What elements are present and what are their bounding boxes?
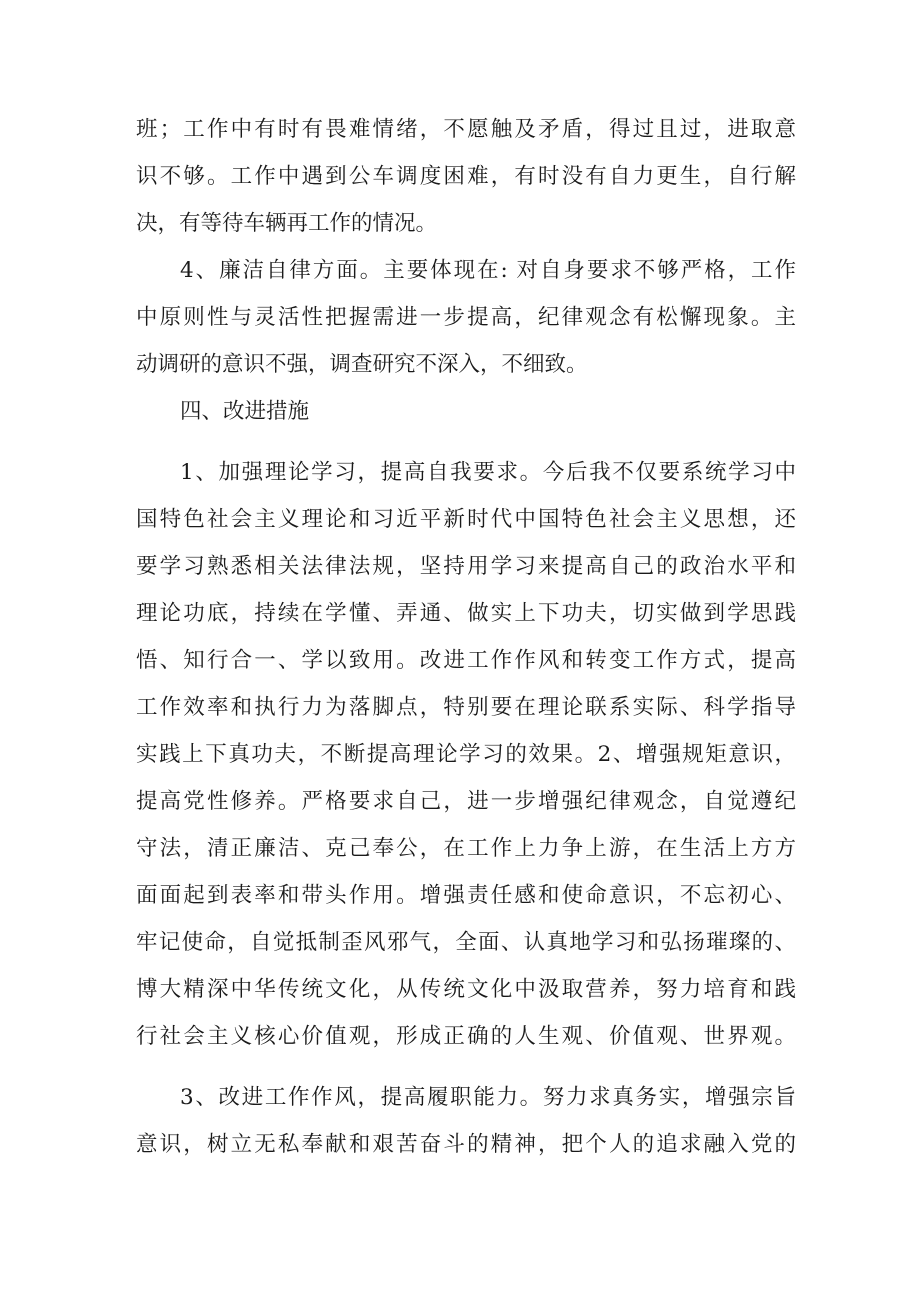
text-line: 意识，树立无私奉献和艰苦奋斗的精神，把个人的追求融入党的: [136, 1132, 796, 1157]
text-line: 实践上下真功夫，不断提高理论学习的效果。2、增强规矩意识，: [136, 742, 796, 767]
text-line: 博大精深中华传统文化，从传统文化中汲取营养，努力培育和践: [136, 977, 796, 1002]
text-line: 守法，清正廉洁、克己奉公，在工作上力争上游，在生活上方方: [136, 836, 796, 861]
paragraph-start-line: 3、改进工作作风，提高履职能力。努力求真务实，增强宗旨: [180, 1085, 796, 1110]
text-line: 行社会主义核心价值观，形成正确的人生观、价值观、世界观。: [136, 1024, 796, 1049]
text-line: 面面起到表率和带头作用。增强责任感和使命意识，不忘初心、: [136, 883, 796, 908]
text-line: 牢记使命，自觉抵制歪风邪气，全面、认真地学习和弘扬璀璨的、: [136, 930, 796, 955]
text-line: 动调研的意识不强，调查研究不深入，不细致。: [136, 352, 588, 377]
text-line: 要学习熟悉相关法律法规，坚持用学习来提高自己的政治水平和: [136, 554, 796, 579]
section-heading: 四、改进措施: [180, 399, 310, 424]
paragraph-start-line: 4、廉洁自律方面。主要体现在: 对自身要求不够严格，工作: [180, 258, 796, 283]
text-line: 识不够。工作中遇到公车调度困难，有时没有自力更生，自行解: [136, 164, 796, 189]
paragraph-start-line: 1、加强理论学习，提高自我要求。今后我不仅要系统学习中: [180, 460, 796, 485]
text-line: 国特色社会主义理论和习近平新时代中国特色社会主义思想，还: [136, 507, 796, 532]
text-line: 理论功底，持续在学懂、弄通、做实上下功夫，切实做到学思践: [136, 601, 796, 626]
text-line: 决，有等待车辆再工作的情况。: [136, 211, 438, 236]
text-line: 提高党性修养。严格要求自己，进一步增强纪律观念，自觉遵纪: [136, 789, 796, 814]
text-line: 工作效率和执行力为落脚点，特别要在理论联系实际、科学指导: [136, 695, 796, 720]
text-line: 悟、知行合一、学以致用。改进工作作风和转变工作方式，提高: [136, 648, 796, 673]
text-line: 班；工作中有时有畏难情绪，不愿触及矛盾，得过且过，进取意: [136, 117, 796, 142]
text-line: 中原则性与灵活性把握需进一步提高，纪律观念有松懈现象。主: [136, 305, 796, 330]
